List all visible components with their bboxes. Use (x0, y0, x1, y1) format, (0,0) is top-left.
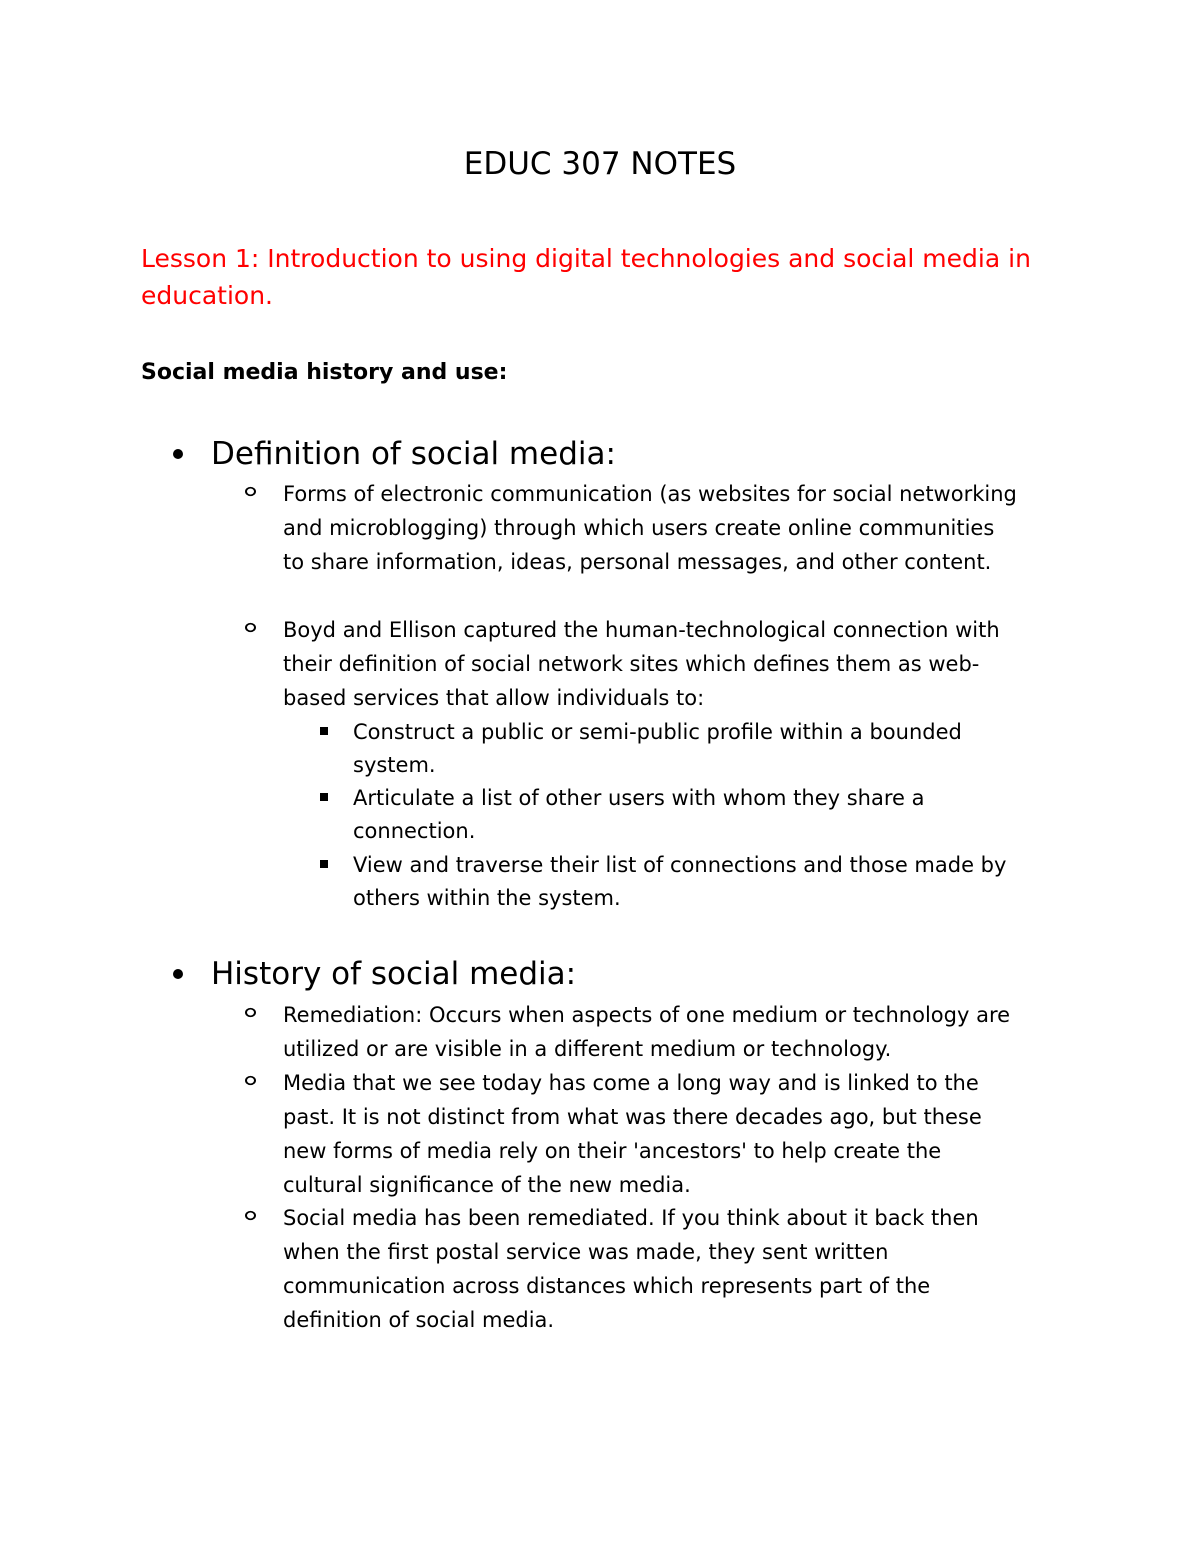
square-bullet-icon (320, 727, 328, 735)
list-item: Boyd and Ellison captured the human-technological connection with their definition of social network sites which defines them as web- based services that allow individuals to: (283, 613, 1000, 715)
list-item: Social media has been remediated. If you think about it back then when the first postal service was made, they sent written communication across distances which represents part of the definition of social media. (283, 1201, 979, 1337)
sub-list-item: Construct a public or semi-public profile within a bounded system. (353, 716, 962, 782)
sub-list-item: Articulate a list of other users with whom they share a connection. (353, 782, 925, 848)
bullet-icon (173, 969, 183, 979)
topic-heading-definition: Definition of social media: (211, 434, 616, 474)
square-bullet-icon (320, 860, 328, 868)
document-title: EDUC 307 NOTES (463, 146, 737, 182)
bullet-icon (173, 449, 183, 459)
sub-list-item: View and traverse their list of connections and those made by others within the system. (353, 849, 1006, 915)
list-item: Remediation: Occurs when aspects of one medium or technology are utilized or are visible in a different medium or technology. (283, 998, 1010, 1066)
hollow-bullet-icon (245, 1211, 256, 1220)
topic-heading-history: History of social media: (211, 954, 576, 994)
hollow-bullet-icon (245, 1008, 256, 1017)
list-item: Forms of electronic communication (as websites for social networking and microblogging) through which users create online communities to share information, ideas, personal messages, and other content. (283, 477, 1017, 579)
lesson-heading: Lesson 1: Introduction to using digital technologies and social media in education. (141, 244, 1031, 310)
list-item: Media that we see today has come a long way and is linked to the past. It is not distinct from what was there decades ago, but these new forms of media rely on their 'ancestors' to help create the cultural significance of the new media. (283, 1066, 982, 1202)
section-heading: Social media history and use: (141, 360, 508, 385)
hollow-bullet-icon (245, 1076, 256, 1085)
hollow-bullet-icon (245, 487, 256, 496)
hollow-bullet-icon (245, 623, 256, 632)
square-bullet-icon (320, 793, 328, 801)
